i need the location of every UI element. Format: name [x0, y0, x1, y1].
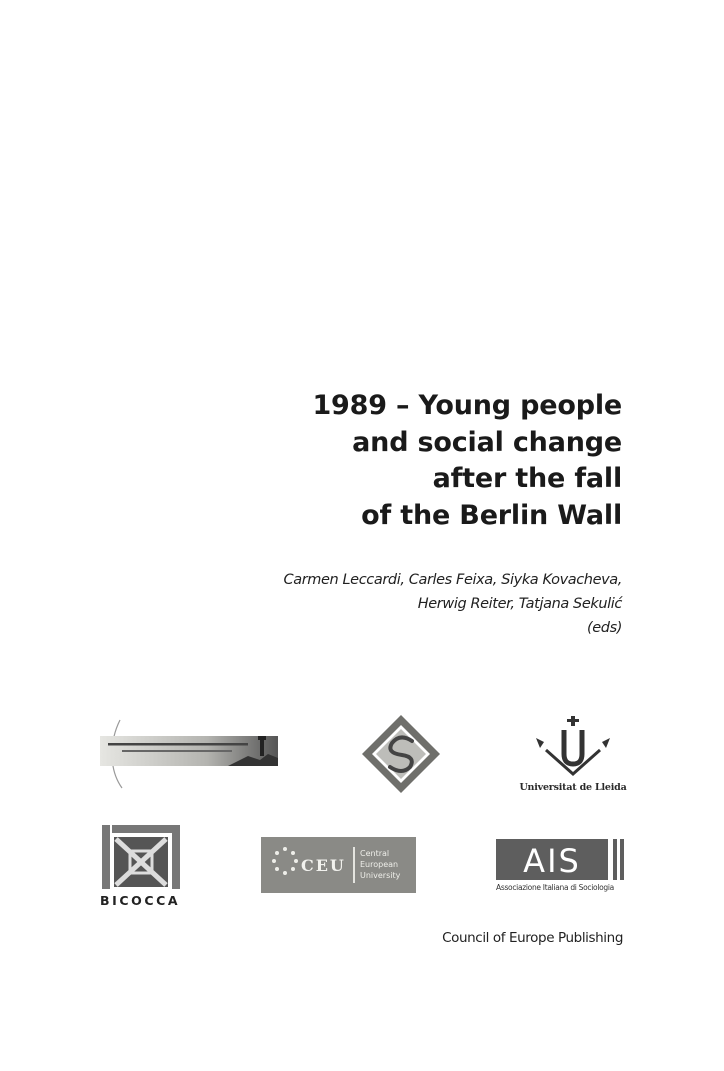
- editors-line: (eds): [587, 620, 622, 636]
- title-line: 1989 – Young people: [312, 390, 622, 421]
- publisher: Council of Europe Publishing: [442, 930, 623, 946]
- diamond-s-logo: [360, 713, 442, 795]
- bicocca-emblem-icon: [100, 823, 182, 893]
- ais-mark: AIS: [523, 842, 581, 880]
- lleida-label: Universitat de Lleida: [519, 782, 627, 793]
- editors-line: Herwig Reiter, Tatjana Sekulić: [417, 596, 622, 612]
- ais-subtitle: Associazione Italiana di Sociologia: [496, 883, 614, 892]
- title-line: of the Berlin Wall: [361, 499, 622, 531]
- ceu-subtitle-line: Central: [360, 849, 390, 858]
- ceu-subtitle-line: University: [360, 871, 401, 880]
- ceu-subtitle-line: European: [360, 860, 399, 869]
- ceu-mark: CEU: [301, 856, 346, 875]
- ais-bar: [620, 839, 624, 880]
- ceu-star-circle-icon: [267, 837, 303, 893]
- ais-bar: [613, 839, 617, 880]
- editors: [202, 568, 622, 640]
- ais-logo: [496, 837, 628, 895]
- ceu-divider: [353, 847, 355, 883]
- book-title: [202, 388, 622, 534]
- ceu-subtitle: [360, 848, 400, 881]
- bicocca-label: BICOCCA: [100, 893, 181, 908]
- title-line: and social change: [352, 426, 622, 458]
- diamond-s-icon: [360, 713, 442, 795]
- banner-logo-graphic: [98, 716, 280, 792]
- title-line: after the fall: [432, 463, 622, 494]
- bicocca-logo: [100, 823, 182, 909]
- ceu-logo: [261, 837, 416, 893]
- ais-box: [496, 839, 608, 880]
- lleida-emblem-icon: [518, 714, 628, 780]
- lleida-logo: [518, 714, 628, 798]
- banner-logo: [98, 716, 280, 792]
- editors-line: Carmen Leccardi, Carles Feixa, Siyka Kovacheva,: [283, 572, 622, 588]
